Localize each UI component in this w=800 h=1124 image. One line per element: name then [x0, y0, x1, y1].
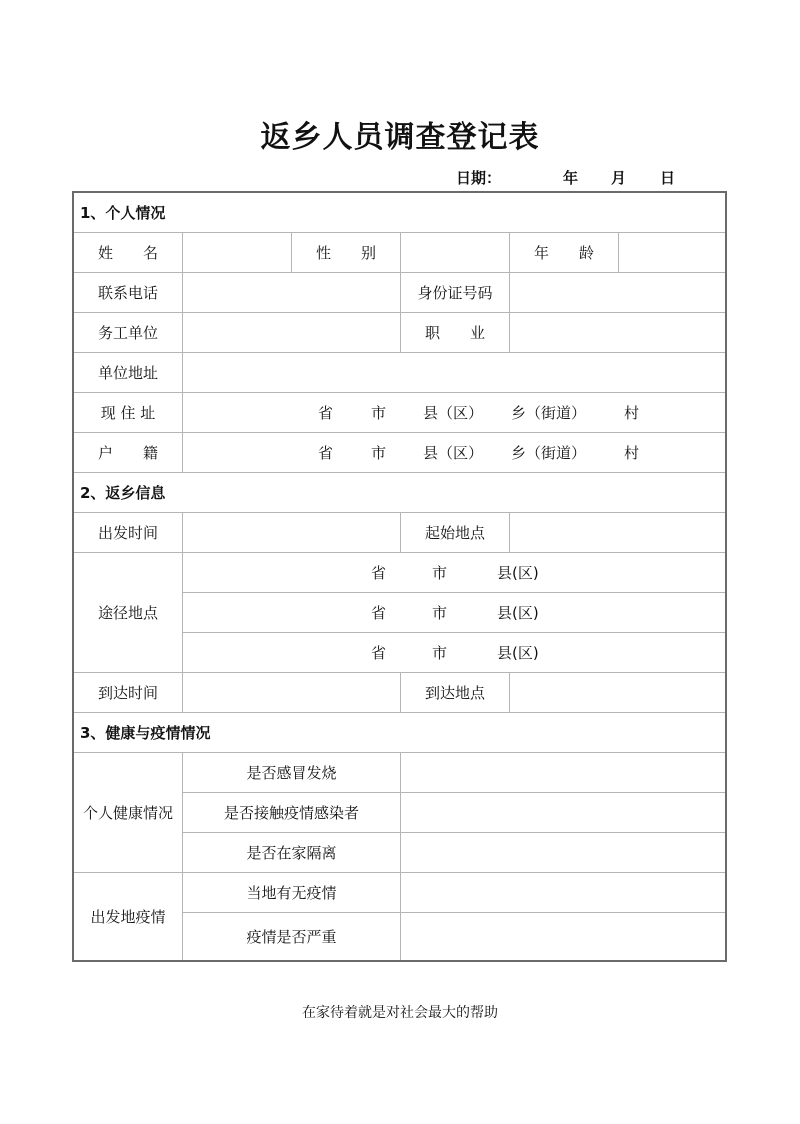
start-place-field[interactable] [510, 513, 725, 552]
phone-label: 联系电话 [74, 273, 183, 312]
unit-address-field[interactable] [183, 353, 725, 392]
date-month: 月 [611, 169, 627, 187]
household-label: 户 籍 [74, 433, 183, 472]
route-city: 市 [432, 644, 448, 662]
route-county: 县(区) [497, 564, 539, 582]
current-address-field[interactable] [183, 393, 725, 432]
contact-question: 是否接触疫情感染者 [183, 793, 401, 832]
section-row [74, 713, 725, 753]
route-field-1[interactable] [183, 553, 725, 592]
section-health-heading: 3、健康与疫情情况 [80, 724, 211, 742]
page-title: 返乡人员调查登记表 [260, 120, 540, 155]
date-line [456, 167, 696, 189]
section-row [74, 473, 725, 513]
arrive-place-label: 到达地点 [401, 673, 510, 712]
table-row [74, 313, 725, 353]
date-day: 日 [660, 169, 676, 187]
table-row [74, 233, 725, 273]
origin-epidemic-label: 出发地疫情 [74, 873, 183, 960]
table-row [74, 513, 725, 553]
route-county: 县(区) [497, 604, 539, 622]
age-label: 年 龄 [510, 233, 619, 272]
local-epidemic-answer-field[interactable] [401, 873, 725, 912]
route-field-3[interactable] [183, 633, 725, 672]
age-field[interactable] [619, 233, 725, 272]
route-city: 市 [432, 564, 448, 582]
date-label: 日期： [456, 169, 502, 187]
local-epidemic-question: 当地有无疫情 [183, 873, 401, 912]
table-row [74, 273, 725, 313]
depart-time-field[interactable] [183, 513, 401, 552]
route-field-2[interactable] [183, 593, 725, 632]
depart-time-label: 出发时间 [74, 513, 183, 552]
occupation-field[interactable] [510, 313, 725, 352]
name-field[interactable] [183, 233, 292, 272]
id-number-label: 身份证号码 [401, 273, 510, 312]
addr-township: 乡（街道） [511, 404, 587, 422]
route-city: 市 [432, 604, 448, 622]
addr-province: 省 [318, 444, 334, 462]
severity-question: 疫情是否严重 [183, 913, 401, 960]
section-row [74, 193, 725, 233]
id-number-field[interactable] [510, 273, 725, 312]
severity-answer-field[interactable] [401, 913, 725, 960]
work-unit-field[interactable] [183, 313, 401, 352]
addr-city: 市 [371, 444, 387, 462]
table-row [74, 353, 725, 393]
addr-village: 村 [624, 404, 640, 422]
table-row [74, 673, 725, 713]
household-field[interactable] [183, 433, 725, 472]
addr-province: 省 [318, 404, 334, 422]
gender-label: 性 别 [292, 233, 401, 272]
arrive-place-field[interactable] [510, 673, 725, 712]
arrive-time-label: 到达时间 [74, 673, 183, 712]
contact-answer-field[interactable] [401, 793, 725, 832]
personal-health-label: 个人健康情况 [74, 753, 183, 873]
arrive-time-field[interactable] [183, 673, 401, 712]
footer-slogan: 在家待着就是对社会最大的帮助 [302, 1005, 498, 1021]
route-label: 途径地点 [74, 553, 183, 673]
fever-answer-field[interactable] [401, 753, 725, 792]
home-isolation-question: 是否在家隔离 [183, 833, 401, 872]
occupation-label: 职 业 [401, 313, 510, 352]
route-county: 县(区) [497, 644, 539, 662]
route-province: 省 [371, 564, 387, 582]
route-province: 省 [371, 604, 387, 622]
table-row [74, 393, 725, 433]
current-address-label: 现 住 址 [74, 393, 183, 432]
addr-county: 县（区） [423, 444, 484, 462]
name-label: 姓 名 [74, 233, 183, 272]
home-isolation-answer-field[interactable] [401, 833, 725, 872]
gender-field[interactable] [401, 233, 510, 272]
fever-question: 是否感冒发烧 [183, 753, 401, 792]
phone-field[interactable] [183, 273, 401, 312]
work-unit-label: 务工单位 [74, 313, 183, 352]
section-return-heading: 2、返乡信息 [80, 484, 166, 502]
start-place-label: 起始地点 [401, 513, 510, 552]
unit-address-label: 单位地址 [74, 353, 183, 392]
route-province: 省 [371, 644, 387, 662]
section-personal-heading: 1、个人情况 [80, 204, 166, 222]
table-row [74, 433, 725, 473]
addr-city: 市 [371, 404, 387, 422]
date-year: 年 [563, 169, 579, 187]
addr-township: 乡（街道） [511, 444, 587, 462]
addr-county: 县（区） [423, 404, 484, 422]
addr-village: 村 [624, 444, 640, 462]
registration-form [72, 191, 727, 962]
